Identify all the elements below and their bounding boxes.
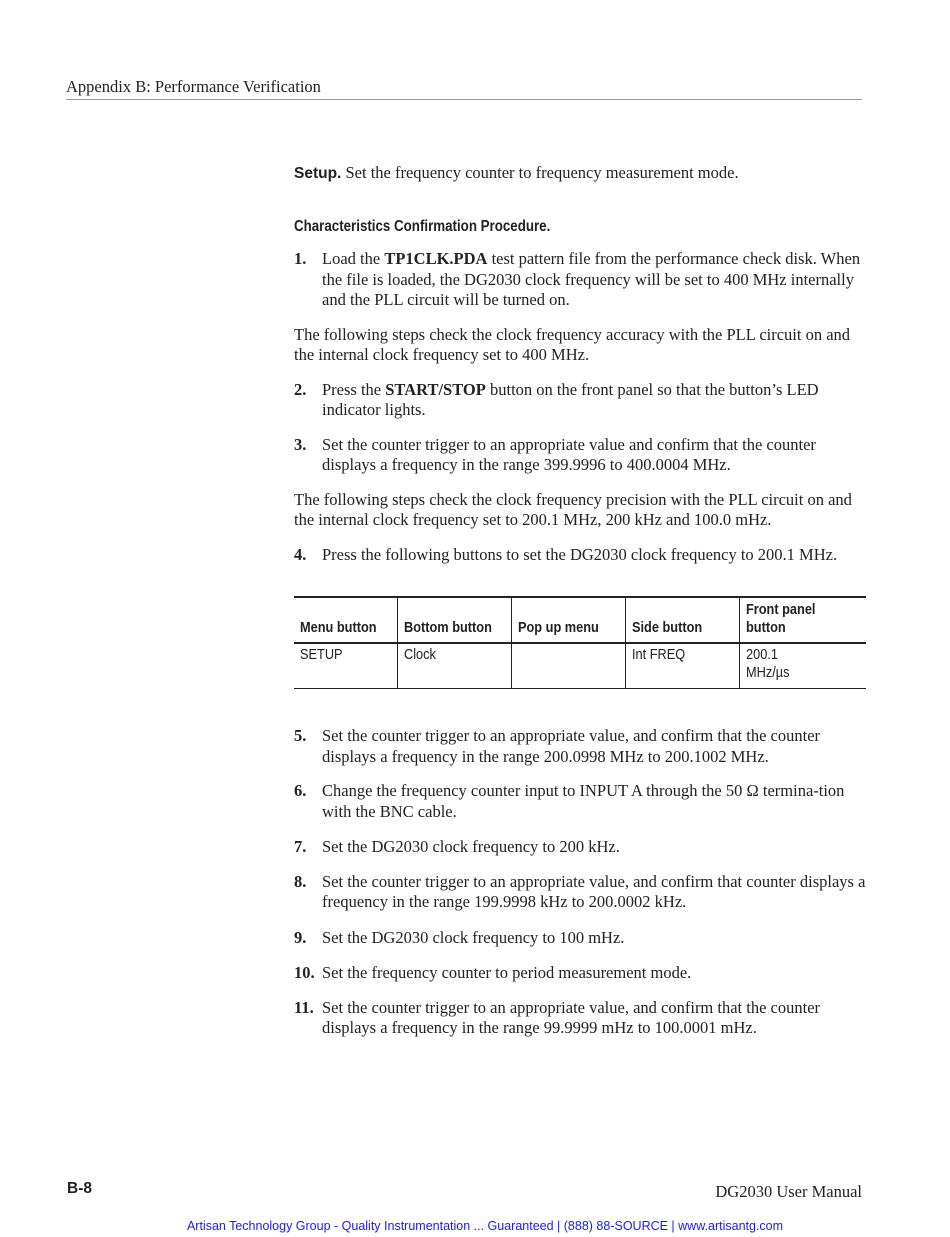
step-8 <box>294 872 866 913</box>
step-text: Set the counter trigger to an appropriate value, and confirm that counter displays a frequency in the range 199.9998 kHz to 200.0002 kHz. <box>322 871 866 911</box>
step-number: 1. <box>294 249 307 268</box>
step-4 <box>294 545 866 566</box>
accuracy-paragraph: The following steps check the clock frequency accuracy with the PLL circuit on and the internal clock frequency set to 400 MHz. <box>294 324 851 364</box>
step-5 <box>294 726 866 767</box>
step-1 <box>294 249 866 311</box>
button-name: START/STOP <box>385 379 486 399</box>
procedure-heading <box>294 217 866 238</box>
manual-title: DG2030 User Manual <box>715 1182 862 1201</box>
step-text: test pattern file from the performance check disk. When the file is loaded, the DG2030 clock frequency will be set to 400 MHz internally and the PLL circuit will be turned on. <box>322 249 861 309</box>
footer-link[interactable]: Artisan Technology Group - Quality Instrumentation ... Guaranteed | (888) 88-SOURCE | www.artisantg.com <box>186 1219 784 1233</box>
setup-label: Setup. <box>294 165 342 182</box>
step-number: 2. <box>294 379 307 399</box>
table-header-row <box>294 597 866 643</box>
main-content <box>294 163 866 1039</box>
step-number: 10. <box>294 963 315 982</box>
file-name: TP1CLK.PDA <box>384 249 488 268</box>
setup-text: Set the frequency counter to frequency measurement mode. <box>341 163 739 182</box>
step-text: Press the <box>322 379 386 399</box>
step-number: 5. <box>294 726 307 745</box>
step-text: Load the <box>322 249 385 268</box>
precision-paragraph: The following steps check the clock frequency precision with the PLL circuit on and the internal clock frequency set to 200.1 MHz, 200 kHz and 100.0 mHz. <box>294 489 852 529</box>
col-popup-menu: Pop up menu <box>511 597 625 643</box>
step-text: button on the front panel so that the button’s LED indicator lights. <box>322 379 819 419</box>
step-6 <box>294 781 866 822</box>
step-text: Set the frequency counter to period measurement mode. <box>322 963 692 982</box>
setup-paragraph <box>294 163 866 185</box>
step-number: 7. <box>294 837 307 856</box>
procedure-heading-text: Characteristics Confirmation Procedure. <box>294 217 551 235</box>
step-number: 3. <box>294 434 307 454</box>
step-text: Set the counter trigger to an appropriate value, and confirm that the counter displays a frequency in the range 200.0998 MHz to 200.1002 MHz. <box>322 726 821 766</box>
page-number: B-8 <box>67 1180 92 1197</box>
cell-popup <box>511 643 625 689</box>
col-bottom-button: Bottom button <box>397 597 511 643</box>
step-7 <box>294 837 866 858</box>
header-title: Appendix B: Performance Verification <box>66 77 321 96</box>
cell-side: Int FREQ <box>625 643 739 689</box>
step-9 <box>294 928 866 949</box>
col-menu-button: Menu button <box>300 619 377 636</box>
step-text: Press the following buttons to set the DG2030 clock frequency to 200.1 MHz. <box>322 544 838 564</box>
step-10 <box>294 963 866 984</box>
step-text: Change the frequency counter input to INPUT A through the 50 Ω termina-tion with the BNC cable. <box>322 781 845 821</box>
step-text: Set the counter trigger to an appropriate value and confirm that the counter displays a frequency in the range 399.9996 to 400.0004 MHz. <box>322 434 816 474</box>
step-number: 8. <box>294 871 307 891</box>
step-text: Set the DG2030 clock frequency to 100 mHz. <box>322 927 625 947</box>
step-3 <box>294 435 866 476</box>
col-side-button: Side button <box>625 597 739 643</box>
step-text: Set the counter trigger to an appropriate value, and confirm that the counter displays a frequency in the range 99.9999 mHz to 100.0001 mHz. <box>322 997 821 1037</box>
step-number: 6. <box>294 781 307 800</box>
step-number: 11. <box>294 997 314 1017</box>
cell-front-panel: 200.1 MHz/µs <box>739 643 866 689</box>
cell-menu: SETUP <box>300 647 343 663</box>
step-number: 4. <box>294 544 307 564</box>
running-header <box>66 77 862 100</box>
step-number: 9. <box>294 927 307 947</box>
col-front-panel-button: Front panel button <box>739 597 866 643</box>
table-row <box>294 643 866 689</box>
step-2 <box>294 380 866 421</box>
cell-bottom: Clock <box>397 643 511 689</box>
step-text: Set the DG2030 clock frequency to 200 kHz. <box>322 837 620 856</box>
step-11 <box>294 998 866 1039</box>
button-sequence-table <box>294 596 866 689</box>
